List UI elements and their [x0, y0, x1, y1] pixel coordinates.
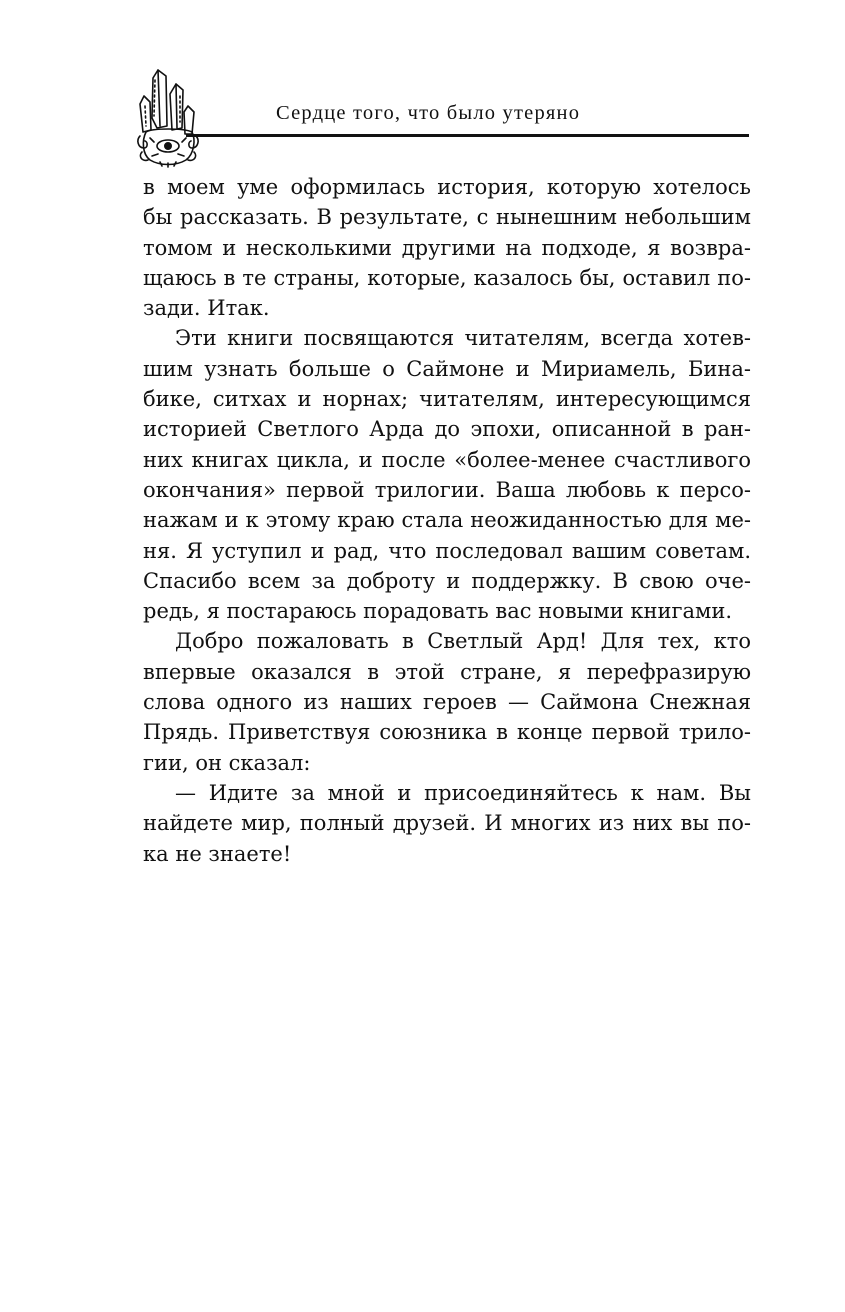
- text-line: них книгах цикла, и после «более-менее счастливого: [143, 447, 751, 472]
- text-line: окончания» первой трилогии. Ваша любовь к персо-: [143, 477, 751, 502]
- text-line: зади. Итак.: [143, 296, 270, 321]
- text-line: слова одного из наших героев — Саймона Снежная: [143, 690, 751, 715]
- text-line: Спасибо всем за доброту и поддержку. В свою оче-: [143, 568, 751, 593]
- text-line: гии, он сказал:: [143, 750, 311, 775]
- text-line: нажам и к этому краю стала неожиданностью для ме-: [143, 508, 751, 533]
- text-line: Прядь. Приветствуя союзника в конце первой трило-: [143, 720, 751, 745]
- text-line: найдете мир, полный друзей. И многих из них вы по-: [143, 811, 751, 836]
- page-body: [143, 172, 751, 869]
- running-title: Сердце того, что было утеряно: [276, 102, 581, 124]
- text-line: историей Светлого Арда до эпохи, описанной в ран-: [143, 417, 751, 442]
- crystal-emblem-icon: [136, 66, 200, 168]
- text-line: ка не знаете!: [143, 841, 292, 866]
- text-line: бике, ситхах и норнах; читателям, интересующимся: [143, 387, 751, 412]
- text-line: бы рассказать. В результате, с нынешним небольшим: [143, 205, 751, 230]
- text-line: шим узнать больше о Саймоне и Мириамель, Бина-: [143, 356, 751, 381]
- header-rule: [186, 134, 749, 137]
- text-line: в моем уме оформилась история, которую хотелось: [143, 175, 751, 199]
- text-line: — Идите за мной и присоединяйтесь к нам. Вы: [175, 780, 751, 805]
- text-line: щаюсь в те страны, которые, казалось бы, оставил по-: [143, 265, 751, 290]
- text-line: впервые оказался в этой стране, я перефразирую: [143, 659, 751, 684]
- text-line: ня. Я уступил и рад, что последовал вашим советам.: [143, 538, 751, 563]
- text-line: Эти книги посвящаются читателям, всегда хотев-: [175, 326, 751, 351]
- text-line: томом и несколькими другими на подходе, я возвра-: [143, 235, 751, 260]
- text-line: редь, я постараюсь порадовать вас новыми книгами.: [143, 599, 733, 624]
- page-header: [0, 0, 845, 170]
- text-line: Добро пожаловать в Светлый Ард! Для тех, кто: [175, 629, 751, 654]
